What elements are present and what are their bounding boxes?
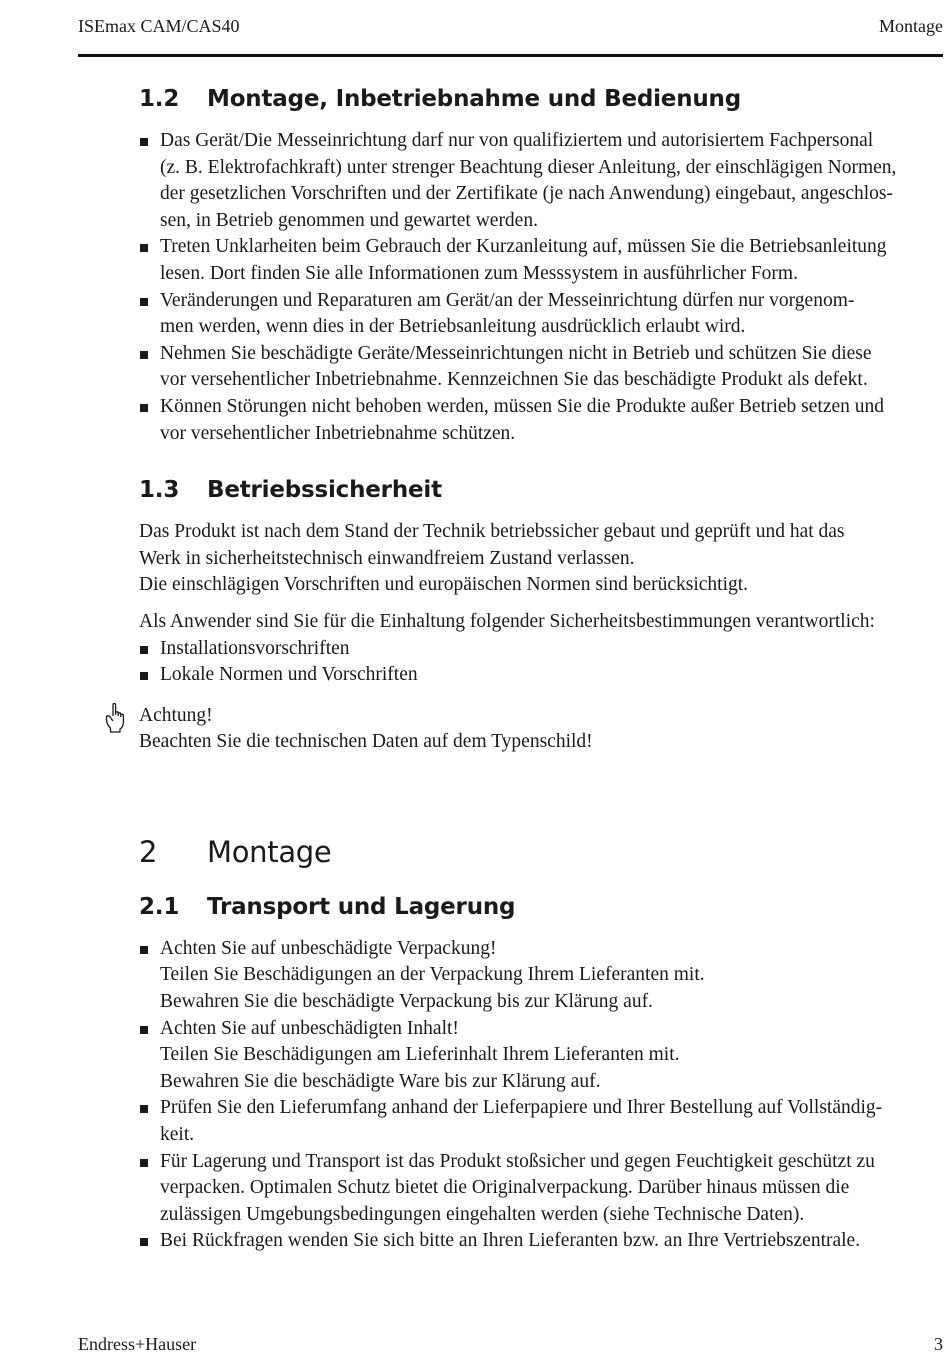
list-item: Veränderungen und Reparaturen am Gerät/an der Messeinrichtung dürfen nur vorgenom- men werden, wenn dies in der Betriebsanleitung ausdrücklich erlaubt wird. <box>139 288 945 341</box>
section-title: Betriebssicherheit <box>207 477 442 504</box>
section-number: 1.3 <box>139 477 180 504</box>
bullet-list-1-3 <box>139 636 945 689</box>
paragraph: Als Anwender sind Sie für die Einhaltung folgender Sicherheitsbestimmungen verantwortlich: <box>139 610 875 632</box>
section-title: Transport und Lagerung <box>207 893 516 920</box>
list-item: Treten Unklarheiten beim Gebrauch der Kurzanleitung auf, müssen Sie die Betriebsanleitung lesen. Dort finden Sie alle Informationen zum Messsystem in ausführlicher Form. <box>139 234 945 287</box>
page-content <box>139 80 945 1255</box>
list-item: Achten Sie auf unbeschädigte Verpackung! Teilen Sie Beschädigungen an der Verpackung Ihrem Lieferanten mit. Bewahren Sie die beschädigte Verpackung bis zur Klärung auf. <box>139 936 945 1016</box>
warning-note <box>139 703 945 756</box>
paragraph: Das Produkt ist nach dem Stand der Technik betriebssicher gebaut und geprüft und hat das Werk in sicherheitstechnisch einwandfreiem Zustand verlassen. Die einschlägigen Vorschriften und europäischen Normen sind berücksichtigt. <box>139 521 845 596</box>
section-heading-1-2 <box>139 84 945 114</box>
chapter-title: Montage <box>207 834 332 869</box>
section-number: 1.2 <box>139 86 180 112</box>
note-text: Beachten Sie die technischen Daten auf dem Typenschild! <box>139 731 593 753</box>
chapter-heading-2 <box>139 834 945 870</box>
list-item: Nehmen Sie beschädigte Geräte/Messeinrichtungen nicht in Betrieb und schützen Sie diese vor versehentlicher Inbetriebnahme. Kennzeichnen Sie das beschädigte Produkt als defekt. <box>139 341 945 394</box>
document-title: ISEmax CAM/CAS40 <box>78 16 240 36</box>
list-item: Achten Sie auf unbeschädigten Inhalt! Teilen Sie Beschädigungen am Lieferinhalt Ihrem Lieferanten mit. Bewahren Sie die beschädigte Ware bis zur Klärung auf. <box>139 1016 945 1096</box>
chapter-name: Montage <box>879 16 943 36</box>
hand-pointer-icon <box>105 703 127 733</box>
company-name: Endress+Hauser <box>78 1334 197 1354</box>
bullet-list-2-1 <box>139 936 945 1255</box>
list-item: Für Lagerung und Transport ist das Produkt stoßsicher und gegen Feuchtigkeit geschützt zu verpacken. Optimalen Schutz bietet die Originalverpackung. Darüber hinaus müssen die zulässigen Umgebungsbedingungen eingehalten werden (siehe Technische Daten). <box>139 1149 945 1229</box>
note-title: Achtung! <box>139 704 213 726</box>
chapter-number: 2 <box>139 834 158 869</box>
list-item: Lokale Normen und Vorschriften <box>139 662 945 689</box>
section-number: 2.1 <box>139 893 180 920</box>
list-item: Installationsvorschriften <box>139 636 945 663</box>
list-item: Können Störungen nicht behoben werden, müssen Sie die Produkte außer Betrieb setzen und vor versehentlicher Inbetriebnahme schützen. <box>139 394 945 447</box>
section-title: Montage, Inbetriebnahme und Bedienung <box>207 86 741 112</box>
section-heading-2-1 <box>139 892 945 922</box>
page-number: 3 <box>934 1334 943 1354</box>
list-item: Das Gerät/Die Messeinrichtung darf nur von qualifiziertem und autorisiertem Fachpersonal (z. B. Elektrofachkraft) unter strenger Beachtung dieser Anleitung, der einschlägigen Normen, der gesetzlichen Vorschriften und der Zertifikate (je nach Anwendung) eingebaut, angeschlos- sen, in Betrieb genommen und gewartet werden. <box>139 128 945 234</box>
page-header <box>78 14 943 57</box>
section-heading-1-3 <box>139 475 945 505</box>
list-item: Prüfen Sie den Lieferumfang anhand der Lieferpapiere und Ihrer Bestellung auf Vollständig- keit. <box>139 1095 945 1148</box>
list-item: Bei Rückfragen wenden Sie sich bitte an Ihren Lieferanten bzw. an Ihre Vertriebszentrale. <box>139 1228 945 1255</box>
bullet-list-1-2 <box>139 128 945 447</box>
